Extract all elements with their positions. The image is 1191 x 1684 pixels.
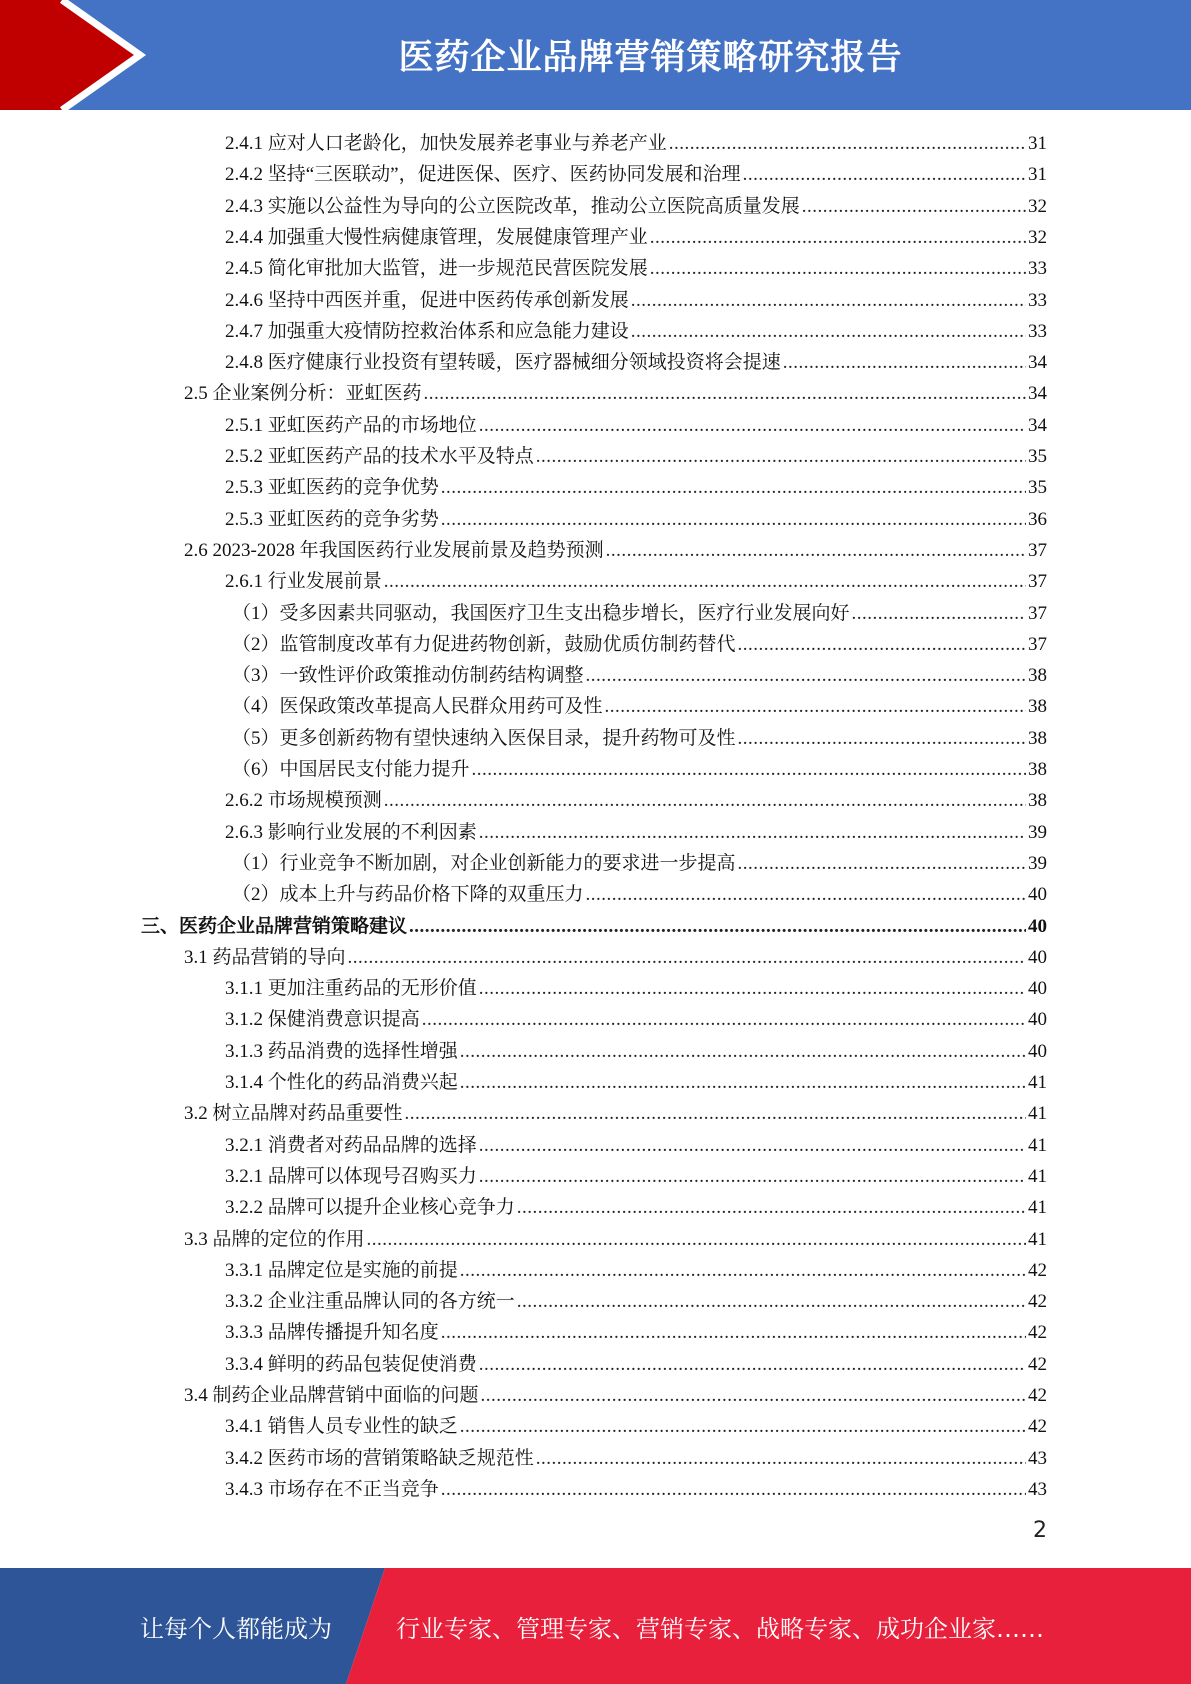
toc-leader-dots (460, 1036, 1026, 1067)
toc-entry[interactable] (232, 629, 1047, 660)
toc-entry[interactable] (184, 535, 1047, 566)
toc-entry-page: 41 (1028, 1228, 1047, 1250)
toc-leader-dots (441, 1317, 1026, 1348)
toc-entry-label: 3.4.1 销售人员专业性的缺乏 (225, 1416, 458, 1438)
toc-leader-dots (441, 472, 1026, 503)
toc-entry-page: 40 (1028, 1009, 1047, 1031)
toc-entry[interactable] (184, 942, 1047, 973)
toc-entry-page: 31 (1028, 133, 1047, 154)
toc-entry-page: 37 (1028, 602, 1047, 624)
toc-leader-dots (802, 191, 1026, 222)
toc-entry-page: 35 (1028, 446, 1047, 467)
footer-banner (0, 1568, 1191, 1684)
toc-entry-page: 42 (1028, 1385, 1047, 1406)
toc-entry[interactable] (232, 691, 1047, 722)
toc-entry-page: 40 (1028, 946, 1047, 968)
toc-entry-page: 38 (1028, 727, 1047, 749)
toc-entry-label: 2.4.5 简化审批加大监管，进一步规范民营医院发展 (225, 258, 648, 280)
toc-entry-label: （2）成本上升与药品价格下降的双重压力 (232, 884, 584, 906)
toc-entry-label: 3.3.3 品牌传播提升知名度 (225, 1322, 439, 1344)
toc-entry-page: 34 (1028, 383, 1047, 405)
toc-leader-dots (441, 1474, 1026, 1505)
toc-leader-dots (605, 691, 1026, 722)
toc-entry-label: （1）行业竞争不断加剧，对企业创新能力的要求进一步提高 (232, 852, 736, 874)
toc-entry[interactable] (225, 441, 1047, 472)
toc-leader-dots (441, 504, 1026, 535)
page-number: 2 (1033, 1518, 1047, 1543)
toc-entry[interactable] (225, 159, 1047, 190)
toc-entry-label: 3.2 树立品牌对药品重要性 (184, 1103, 403, 1125)
toc-leader-dots (586, 879, 1026, 910)
toc-entry-page: 36 (1028, 508, 1047, 530)
toc-entry-page: 34 (1028, 414, 1047, 436)
toc-entry-page: 42 (1028, 1353, 1047, 1375)
toc-entry[interactable] (232, 879, 1047, 910)
header-bar (0, 0, 1191, 110)
toc-entry-page: 40 (1028, 1040, 1047, 1062)
toc-leader-dots (479, 817, 1026, 848)
toc-entry-page: 39 (1028, 852, 1047, 874)
toc-entry[interactable] (232, 754, 1047, 785)
toc-entry[interactable] (225, 973, 1047, 1004)
toc-entry-label: （5）更多创新药物有望快速纳入医保目录，提升药物可及性 (232, 727, 736, 749)
toc-entry[interactable] (232, 723, 1047, 754)
toc-entry-label: 3.2.2 品牌可以提升企业核心竞争力 (225, 1197, 515, 1219)
toc-entry-page: 40 (1028, 915, 1047, 937)
toc-entry-page: 32 (1028, 195, 1047, 217)
toc-entry-page: 32 (1028, 226, 1047, 248)
toc-entry-page: 41 (1028, 1072, 1047, 1093)
toc-entry[interactable] (225, 1192, 1047, 1223)
toc-entry-label: 2.5 企业案例分析：亚虹医药 (184, 383, 422, 405)
toc-leader-dots (669, 128, 1026, 159)
toc-entry[interactable] (225, 1349, 1047, 1380)
toc-entry-label: 3.4.3 市场存在不正当竞争 (225, 1478, 439, 1500)
toc-entry-page: 41 (1028, 1197, 1047, 1219)
toc-entry-page: 42 (1028, 1416, 1047, 1438)
toc-entry[interactable] (184, 1380, 1047, 1411)
toc-entry-label: 2.4.2 坚持“三医联动”，促进医保、医疗、医药协同发展和治理 (225, 164, 741, 186)
toc-entry-label: 3.4.2 医药市场的营销策略缺乏规范性 (225, 1447, 534, 1469)
toc-entry-page: 31 (1028, 164, 1047, 186)
toc-entry-page: 43 (1028, 1478, 1047, 1500)
toc-entry-page: 38 (1028, 665, 1047, 687)
toc-entry-label: 3.3.4 鲜明的药品包装促使消费 (225, 1353, 477, 1375)
toc-entry-label: 3.4 制药企业品牌营销中面临的问题 (184, 1385, 479, 1406)
toc-leader-dots (606, 535, 1026, 566)
footer-slogan-right: 行业专家、管理专家、营销专家、战略专家、成功企业家…… (396, 1614, 1044, 1643)
toc-entry-page: 33 (1028, 320, 1047, 342)
toc-leader-dots (422, 1004, 1026, 1035)
toc-entry[interactable] (225, 285, 1047, 316)
toc-entry-label: 2.5.3 亚虹医药的竞争优势 (225, 477, 439, 499)
toc-entry[interactable] (184, 378, 1047, 409)
toc-leader-dots (738, 723, 1026, 754)
toc-entry[interactable] (225, 1161, 1047, 1192)
toc-entry-label: 2.4.3 实施以公益性为导向的公立医院改革，推动公立医院高质量发展 (225, 195, 800, 217)
toc-leader-dots (650, 222, 1026, 253)
toc-entry-page: 40 (1028, 978, 1047, 1000)
toc-entry-label: 三、医药企业品牌营销策略建议 (141, 915, 408, 937)
toc-entry-page: 42 (1028, 1259, 1047, 1281)
toc-leader-dots (738, 848, 1026, 879)
toc-entry[interactable] (225, 1317, 1047, 1348)
toc-entry[interactable] (225, 566, 1047, 597)
toc-leader-dots (479, 1130, 1026, 1161)
toc-entry[interactable] (225, 316, 1047, 347)
toc-entry[interactable] (225, 1255, 1047, 1286)
toc-entry[interactable] (232, 598, 1047, 629)
toc-leader-dots (650, 253, 1026, 284)
toc-entry-label: 3.1 药品营销的导向 (184, 946, 346, 968)
toc-entry[interactable] (225, 410, 1047, 441)
toc-entry-label: （1）受多因素共同驱动，我国医疗卫生支出稳步增长，医疗行业发展向好 (232, 602, 850, 624)
toc-entry-label: 3.2.1 品牌可以体现号召购买力 (225, 1165, 477, 1187)
toc-entry[interactable] (225, 1411, 1047, 1442)
toc-entry[interactable] (225, 1004, 1047, 1035)
toc-entry-label: 3.3 品牌的定位的作用 (184, 1228, 365, 1250)
toc-entry-page: 42 (1028, 1291, 1047, 1313)
toc-leader-dots (424, 378, 1026, 409)
toc-entry-page: 35 (1028, 477, 1047, 499)
toc-leader-dots (517, 1286, 1026, 1317)
toc-entry-label: 2.5.3 亚虹医药的竞争劣势 (225, 508, 439, 530)
toc-leader-dots (479, 973, 1026, 1004)
toc-leader-dots (479, 410, 1026, 441)
toc-entry-label: （2）监管制度改革有力促进药物创新，鼓励优质仿制药替代 (232, 633, 736, 655)
toc-leader-dots (586, 660, 1026, 691)
toc-entry-label: 2.4.8 医疗健康行业投资有望转暖，医疗器械细分领域投资将会提速 (225, 352, 781, 374)
toc-entry[interactable] (225, 1067, 1047, 1098)
toc-leader-dots (536, 1443, 1026, 1474)
toc-entry-label: 2.4.4 加强重大慢性病健康管理，发展健康管理产业 (225, 226, 648, 248)
toc-leader-dots (481, 1380, 1026, 1411)
toc-entry-label: 3.3.2 企业注重品牌认同的各方统一 (225, 1291, 515, 1313)
toc-entry-page: 41 (1028, 1165, 1047, 1187)
toc-entry[interactable] (225, 253, 1047, 284)
toc-entry-label: 2.5.1 亚虹医药产品的市场地位 (225, 414, 477, 436)
toc-leader-dots (536, 441, 1026, 472)
toc-entry[interactable] (225, 472, 1047, 503)
toc-leader-dots (479, 1161, 1026, 1192)
toc-entry-page: 34 (1028, 352, 1047, 374)
toc-entry[interactable] (225, 347, 1047, 378)
toc-leader-dots (405, 1098, 1026, 1129)
toc-leader-dots (460, 1255, 1026, 1286)
toc-leader-dots (783, 347, 1026, 378)
toc-entry-label: 2.5.2 亚虹医药产品的技术水平及特点 (225, 446, 534, 467)
toc-leader-dots (384, 566, 1026, 597)
toc-entry-label: 2.4.7 加强重大疫情防控救治体系和应急能力建设 (225, 320, 629, 342)
toc-entry-page: 37 (1028, 539, 1047, 561)
toc-entry-page: 39 (1028, 821, 1047, 843)
report-title: 医药企业品牌营销策略研究报告 (398, 38, 903, 78)
toc-entry-page: 37 (1028, 571, 1047, 593)
toc-entry[interactable] (141, 911, 1047, 942)
toc-entry[interactable] (225, 785, 1047, 816)
toc-leader-dots (460, 1067, 1026, 1098)
toc-entry[interactable] (184, 1224, 1047, 1255)
toc-entry[interactable] (225, 191, 1047, 222)
toc-leader-dots (367, 1224, 1026, 1255)
toc-entry[interactable] (225, 222, 1047, 253)
toc-entry[interactable] (232, 660, 1047, 691)
toc-entry[interactable] (225, 1474, 1047, 1505)
toc-leader-dots (631, 285, 1026, 316)
toc-entry-label: 2.6.2 市场规模预测 (225, 790, 382, 812)
toc-entry-page: 38 (1028, 759, 1047, 780)
toc-leader-dots (517, 1192, 1026, 1223)
toc-entry-page: 41 (1028, 1103, 1047, 1125)
toc-entry-label: 2.4.1 应对人口老龄化，加快发展养老事业与养老产业 (225, 133, 667, 154)
toc-entry-page: 33 (1028, 289, 1047, 311)
toc-entry-label: 3.2.1 消费者对药品品牌的选择 (225, 1134, 477, 1156)
toc-leader-dots (460, 1411, 1026, 1442)
toc-entry[interactable] (225, 128, 1047, 159)
toc-entry[interactable] (225, 817, 1047, 848)
toc-entry[interactable] (225, 1036, 1047, 1067)
toc-entry-label: 3.3.1 品牌定位是实施的前提 (225, 1259, 458, 1281)
toc-entry-page: 38 (1028, 790, 1047, 812)
toc-entry[interactable] (225, 1443, 1047, 1474)
toc-entry-page: 43 (1028, 1447, 1047, 1469)
toc-leader-dots (409, 911, 1026, 942)
toc-entry-label: 3.1.3 药品消费的选择性增强 (225, 1040, 458, 1062)
toc-entry-label: 2.6.1 行业发展前景 (225, 571, 382, 593)
toc-leader-dots (384, 785, 1026, 816)
chevron-arrow-icon (0, 0, 160, 110)
toc-leader-dots (348, 942, 1026, 973)
toc-entry-label: 2.6.3 影响行业发展的不利因素 (225, 821, 477, 843)
toc-leader-dots (738, 629, 1026, 660)
toc-entry-label: （4）医保政策改革提高人民群众用药可及性 (232, 696, 603, 718)
toc-entry-label: 3.1.1 更加注重药品的无形价值 (225, 978, 477, 1000)
toc-entry-page: 37 (1028, 633, 1047, 655)
toc-entry[interactable] (232, 848, 1047, 879)
toc-leader-dots (479, 1349, 1026, 1380)
toc-entry-page: 42 (1028, 1322, 1047, 1344)
toc-entry[interactable] (225, 1286, 1047, 1317)
toc-entry-label: 2.4.6 坚持中西医并重，促进中医药传承创新发展 (225, 289, 629, 311)
toc-entry-label: （3）一致性评价政策推动仿制药结构调整 (232, 665, 584, 687)
toc-entry-page: 38 (1028, 696, 1047, 718)
toc-leader-dots (852, 598, 1026, 629)
footer-slogan-left: 让每个人都能成为 (140, 1614, 332, 1643)
toc-leader-dots (743, 159, 1026, 190)
toc-entry-label: （6）中国居民支付能力提升 (232, 759, 470, 780)
toc-entry[interactable] (184, 1098, 1047, 1129)
toc-entry-label: 3.1.4 个性化的药品消费兴起 (225, 1072, 458, 1093)
toc-entry[interactable] (225, 1130, 1047, 1161)
toc-entry-page: 33 (1028, 258, 1047, 280)
toc-leader-dots (472, 754, 1026, 785)
toc-entry-page: 41 (1028, 1134, 1047, 1156)
toc-entry-label: 3.1.2 保健消费意识提高 (225, 1009, 420, 1031)
toc-entry[interactable] (225, 504, 1047, 535)
toc-leader-dots (631, 316, 1026, 347)
toc-entry-label: 2.6 2023-2028 年我国医药行业发展前景及趋势预测 (184, 539, 604, 561)
toc-entry-page: 40 (1028, 884, 1047, 906)
